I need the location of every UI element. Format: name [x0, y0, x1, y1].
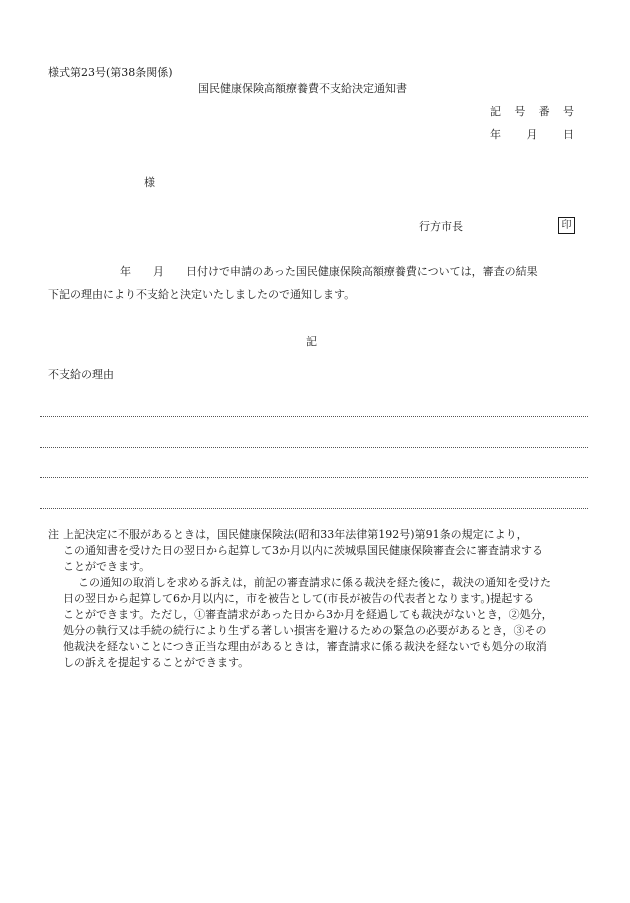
document-title: 国民健康保険高額療養費不支給決定通知書	[198, 82, 407, 95]
body-line1-text: 日付けで申請のあった国民健康保険高額療養費については，審査の結果	[186, 265, 538, 278]
addressee-suffix: 様	[144, 176, 155, 189]
note-line: この通知書を受けた日の翌日から起算して3か月以内に茨城県国民健康保険審査会に審査請求する	[63, 544, 543, 557]
issuer-name: 行方市長	[419, 220, 463, 233]
note-line: 他裁決を経ないことにつき正当な理由があるときは，審査請求に係る裁決を経ないでも処分の取消	[63, 640, 547, 653]
reason-line	[40, 508, 588, 509]
reference-char: 号	[562, 105, 574, 118]
note-line: しの訴えを提起することができます。	[63, 656, 250, 669]
note-line: 処分の執行又は手続の続行により生ずる著しい損害を避けるための緊急の必要があるとき，③その	[63, 624, 547, 637]
body-year: 年	[120, 265, 131, 278]
body-line-2: 下記の理由により不支給と決定いたしましたので通知します。	[48, 288, 356, 301]
note-label: 注	[48, 528, 59, 541]
reference-date-row	[490, 129, 574, 140]
note-line: ことができます。	[63, 560, 151, 573]
reason-line	[40, 416, 588, 417]
reference-char: 番	[538, 105, 550, 118]
body-month: 月	[153, 265, 164, 278]
seal-mark: 印	[558, 217, 575, 234]
reference-char: 記	[490, 105, 501, 118]
note-line: ことができます。ただし，①審査請求があった日から3か月を経過しても裁決がないとき，②処分，	[63, 608, 553, 621]
reference-number-row	[490, 106, 574, 117]
date-day: 日	[563, 128, 574, 141]
note-block	[48, 527, 588, 671]
body-line-1	[120, 266, 538, 277]
note-line: 日の翌日から起算して6か月以内に，市を被告として(市長が被告の代表者となります。)提起する	[63, 592, 535, 605]
ki-heading: 記	[306, 335, 317, 348]
date-month: 月	[526, 128, 538, 141]
reason-line	[40, 477, 588, 478]
reason-label: 不支給の理由	[48, 368, 114, 381]
reference-char: 号	[514, 105, 526, 118]
date-year: 年	[490, 128, 501, 141]
form-number: 様式第23号(第38条関係)	[48, 66, 173, 79]
note-line: この通知の取消しを求める訴えは，前記の審査請求に係る裁決を経た後に，裁決の通知を受けた	[78, 576, 551, 589]
reason-line	[40, 447, 588, 448]
note-line: 注 上記決定に不服があるときは，国民健康保険法(昭和33年法律第192号)第91条の規定により，	[48, 528, 528, 541]
